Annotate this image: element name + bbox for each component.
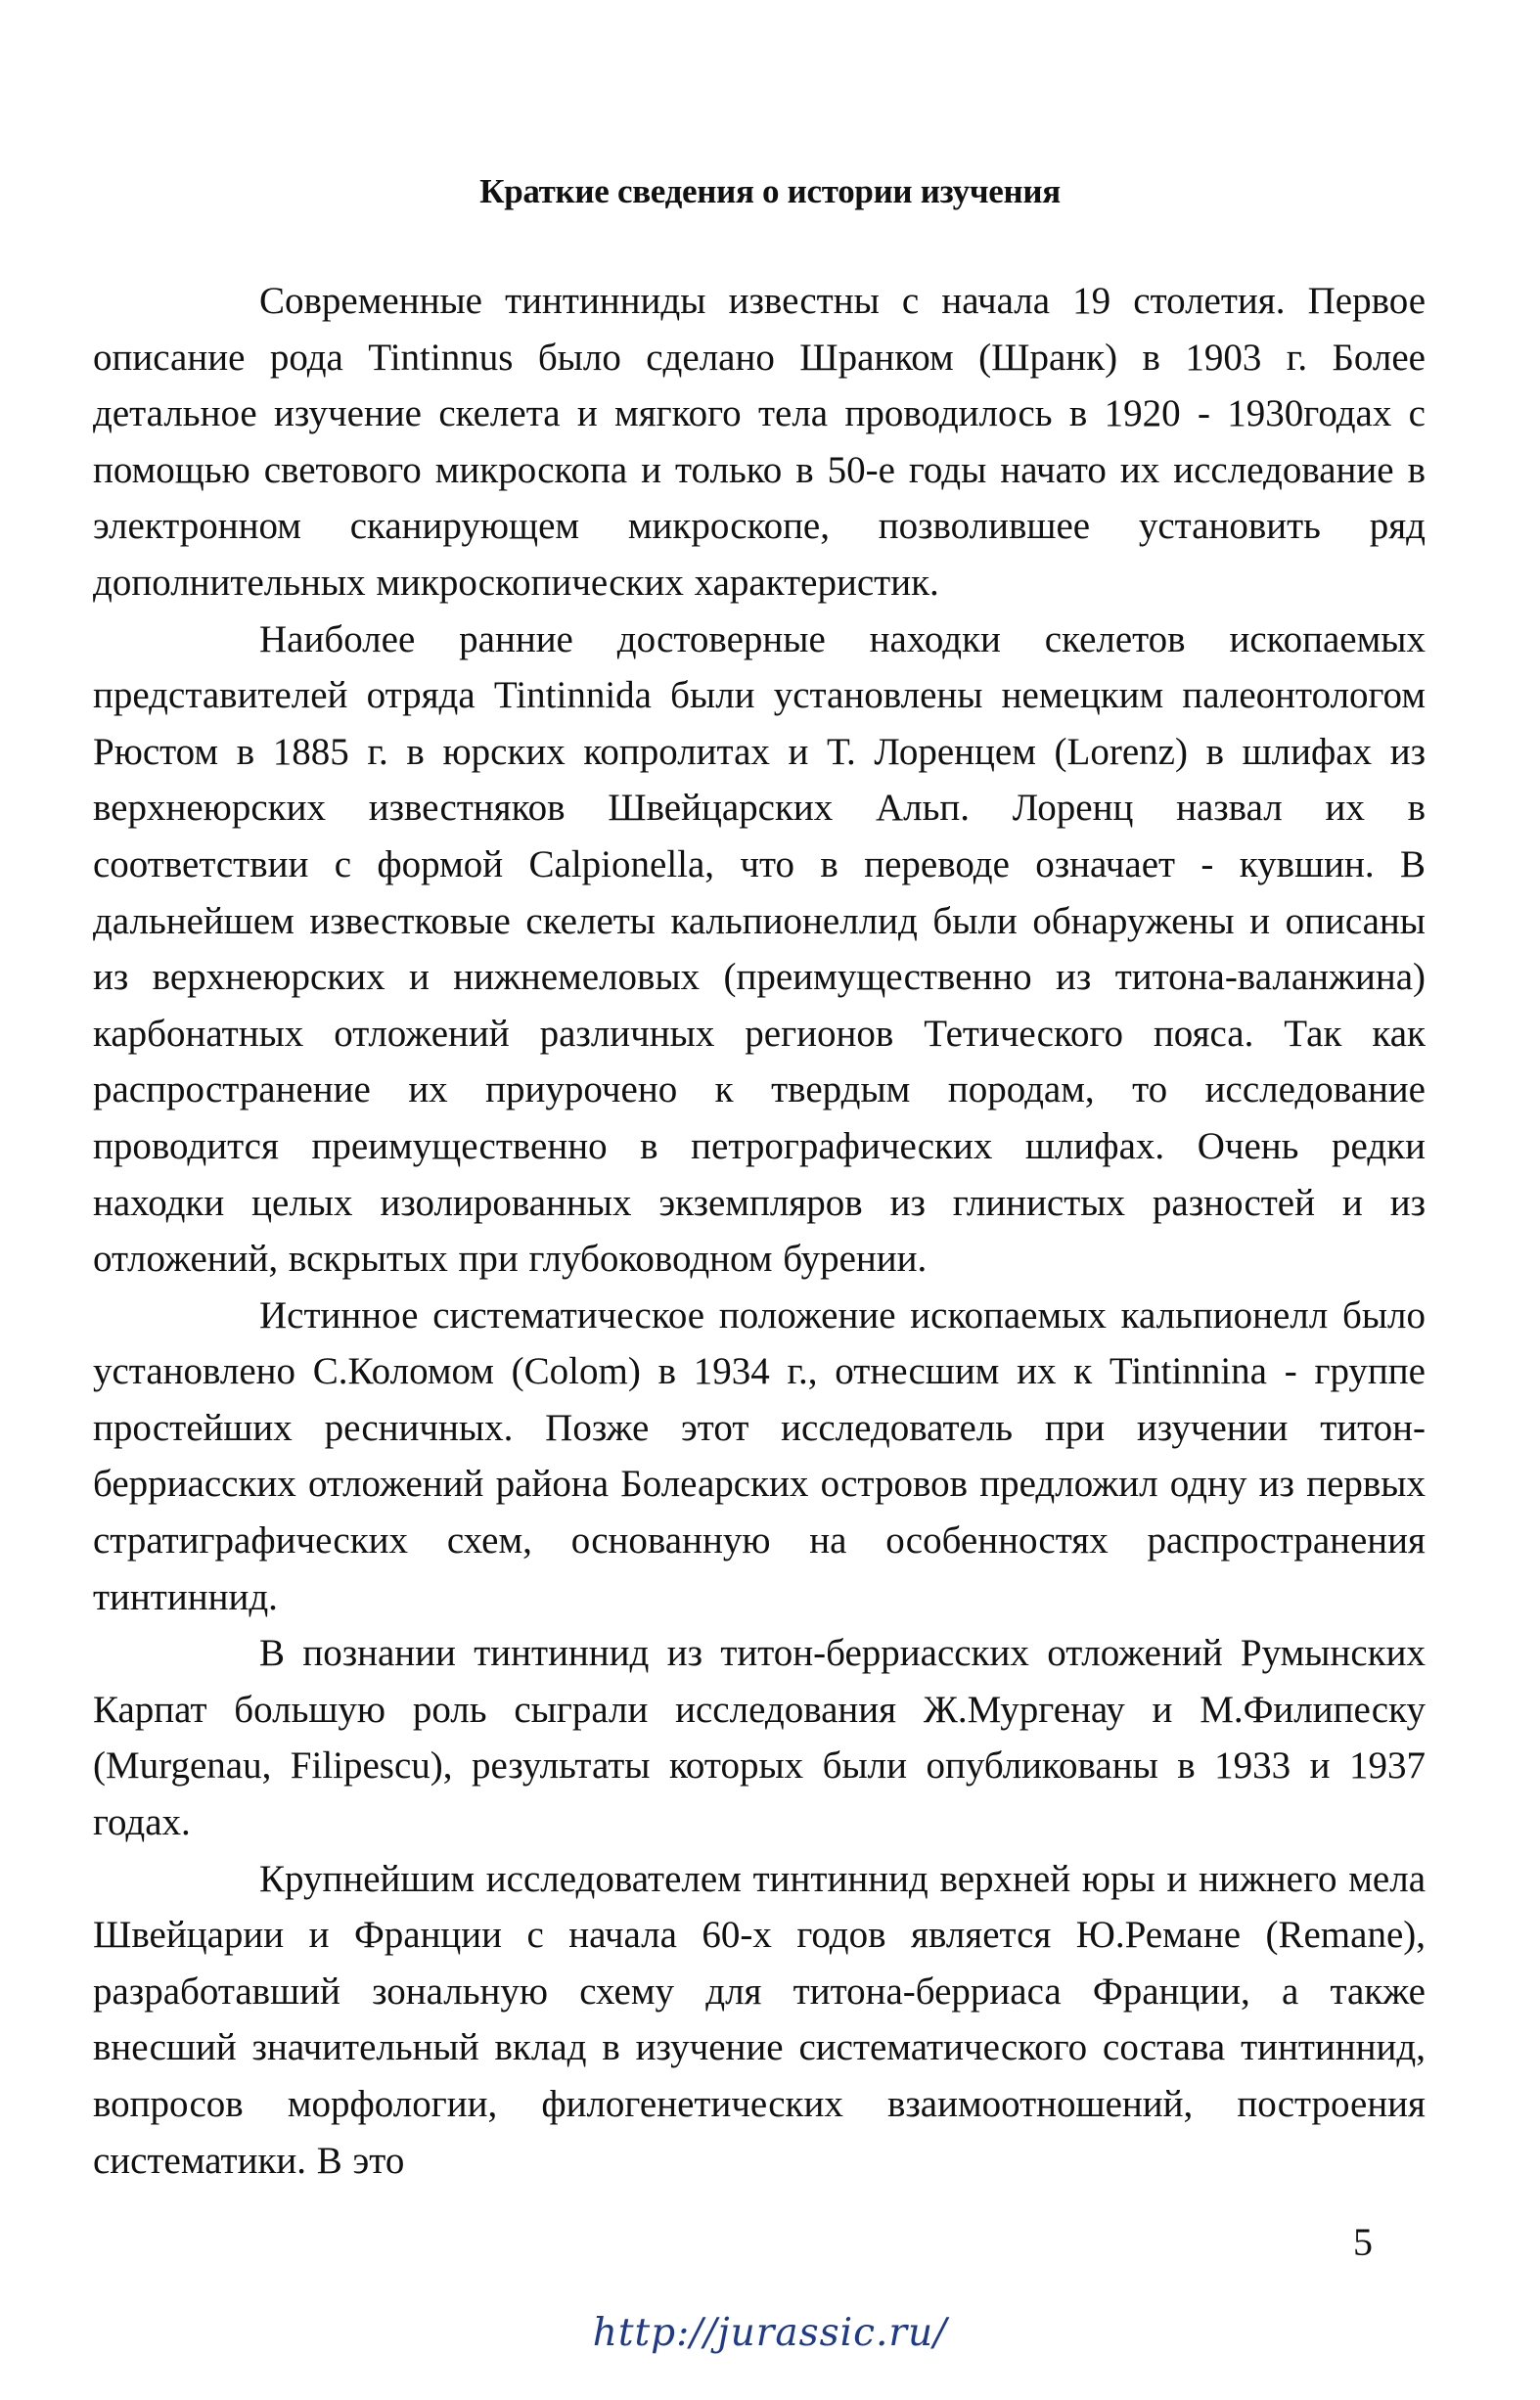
source-url-watermark: http://jurassic.ru/ bbox=[592, 2311, 948, 2355]
section-title: Краткие сведения о истории изучения bbox=[479, 172, 1061, 210]
body-text bbox=[93, 273, 1426, 2189]
paragraph-5: Крупнейшим исследователем тинтиннид верхней юры и нижнего мела Швейцарии и Франции с начала 60-х годов является Ю.Ремане (Remane), разработавший зональную схему для титона-берриаса Франции, а также внесший значительный вклад в изучение систематического состава тинтиннид, вопросов морфологии, филогенетических взаимоотношений, построения систематики. В это bbox=[93, 1857, 1426, 2182]
paragraph-1: Современные тинтинниды известны с начала 19 столетия. Первое описание рода Tintinnus было сделано Шранком (Шранк) в 1903 г. Более детальное изучение скелета и мягкого тела проводилось в 1920 - 1930годах с помощью светового микроскопа и только в 50-е годы начато их исследование в электронном сканирующем микроскопе, позволившее установить ряд дополнительных микроскопических характеристик. bbox=[93, 280, 1426, 604]
page-number: 5 bbox=[1353, 2220, 1373, 2264]
paragraph-3: Истинное систематическое положение ископаемых кальпионелл было установлено С.Коломом (Colom) в 1934 г., отнесшим их к Tintinnina - группе простейших ресничных. Позже этот исследователь при изучении титон-берриасских отложений района Болеарских островов предложил одну из первых стратиграфических схем, основанную на особенностях распространения тинтиннид. bbox=[93, 1293, 1426, 1618]
paragraph-2: Наиболее ранние достоверные находки скелетов ископаемых представителей отряда Tintinnida были установлены немецким палеонтологом Рюстом в 1885 г. в юрских копролитах и Т. Лоренцем (Lorenz) в шлифах из верхнеюрских известняков Швейцарских Альп. Лоренц назвал их в соответствии с формой Calpionella, что в переводе означает - кувшин. В дальнейшем известковые скелеты кальпионеллид были обнаружены и описаны из верхнеюрских и нижнемеловых (преимущественно из титона-валанжина) карбонатных отложений различных регионов Тетического пояса. Так как распространение их приурочено к твердым породам, то исследование проводится преимущественно в петрографических шлифах. Очень редки находки целых изолированных экземпляров из глинистых разностей и из отложений, вскрытых при глубоководном бурении. bbox=[93, 617, 1426, 1281]
paragraph-4: В познании тинтиннид из титон-берриасских отложений Румынских Карпат большую роль сыграли исследования Ж.Мургенау и М.Филипеску (Murgenau, Filipescu), результаты которых были опубликованы в 1933 и 1937 годах. bbox=[93, 1632, 1426, 1844]
